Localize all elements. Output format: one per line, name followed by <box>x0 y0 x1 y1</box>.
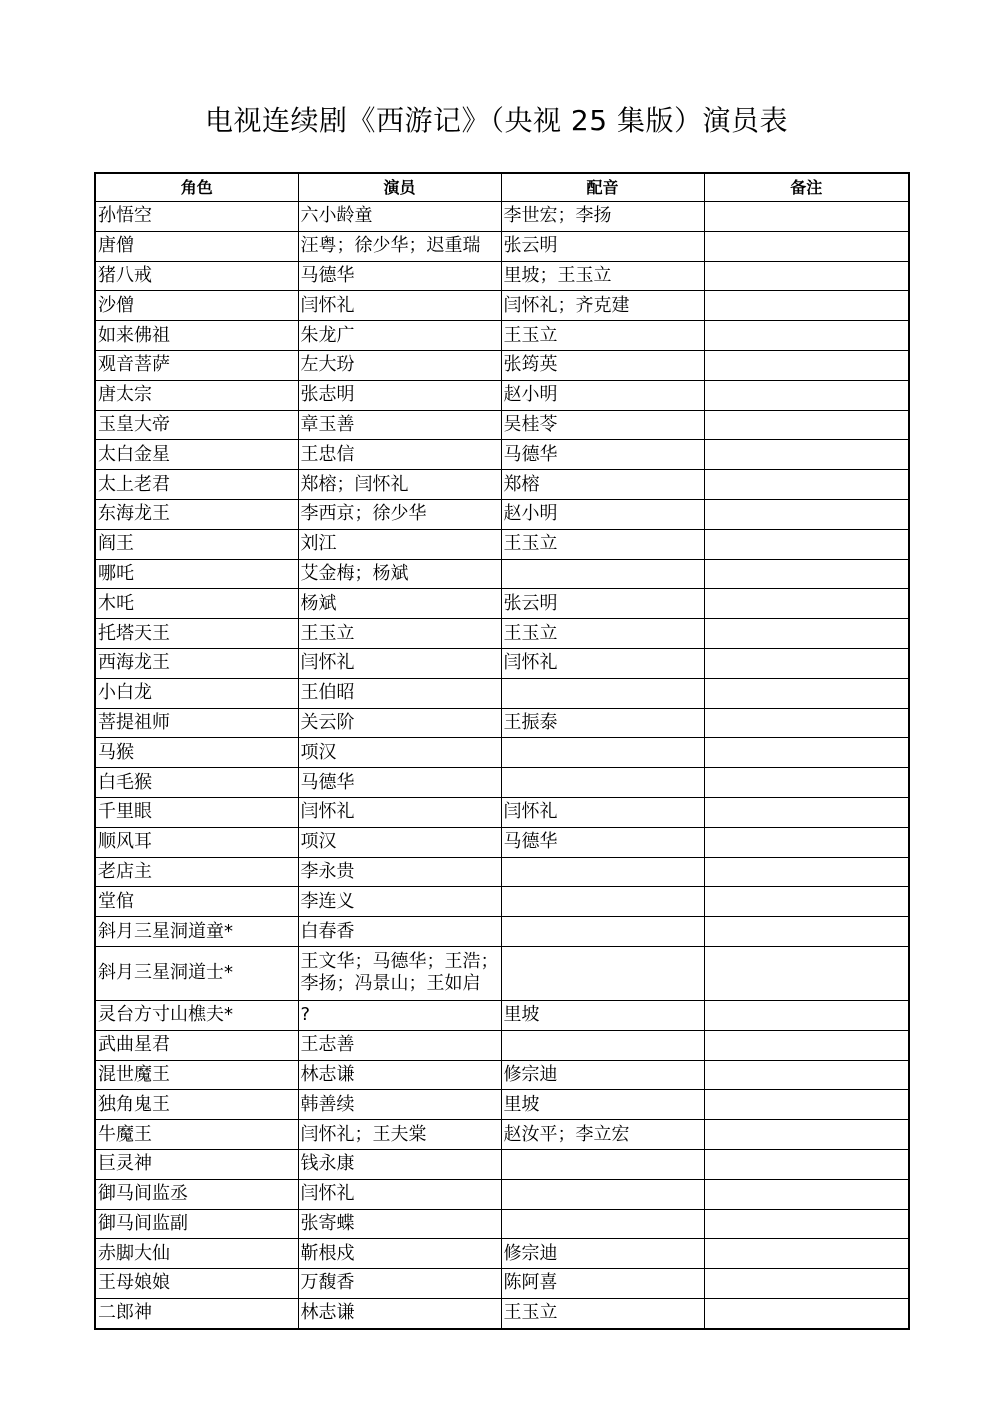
table-row <box>95 648 909 678</box>
actor-line: 钱永康 <box>300 1153 355 1175</box>
cell-note <box>704 1120 909 1150</box>
header-actor: 演员 <box>298 173 501 202</box>
cell-dub: 吴桂苓 <box>501 410 704 440</box>
cell-note <box>704 738 909 768</box>
cell-actor <box>298 1179 501 1209</box>
cell-note <box>704 231 909 261</box>
cell-note <box>704 410 909 440</box>
table-row <box>95 1269 909 1299</box>
cell-note <box>704 768 909 798</box>
cell-dub: 修宗迪 <box>501 1060 704 1090</box>
actor-line: 白春香 <box>300 920 355 942</box>
cell-role: 托塔天王 <box>95 619 298 649</box>
cell-note <box>704 589 909 619</box>
cell-actor <box>298 589 501 619</box>
cell-note <box>704 261 909 291</box>
cell-role: 斜月三星洞道士* <box>95 946 298 1000</box>
cell-note <box>704 917 909 947</box>
cell-dub: 闫怀礼 <box>501 648 704 678</box>
cell-role: 二郎神 <box>95 1298 298 1328</box>
cell-actor <box>298 380 501 410</box>
header-note: 备注 <box>704 173 909 202</box>
cell-note <box>704 499 909 529</box>
table-row <box>95 946 909 1000</box>
cell-actor <box>298 291 501 321</box>
cell-dub <box>501 1179 704 1209</box>
table-row <box>95 1149 909 1179</box>
table-row <box>95 887 909 917</box>
actor-line: 林志谦 <box>300 1063 355 1085</box>
cell-role: 独角鬼王 <box>95 1090 298 1120</box>
cell-role: 玉皇大帝 <box>95 410 298 440</box>
actor-line: 李扬；冯景山；王如启 <box>300 973 481 995</box>
cell-dub: 陈阿喜 <box>501 1269 704 1299</box>
cell-role: 如来佛祖 <box>95 321 298 351</box>
table-row <box>95 261 909 291</box>
cell-role: 唐僧 <box>95 231 298 261</box>
cell-dub: 赵汝平；李立宏 <box>501 1120 704 1150</box>
actor-line: 马德华 <box>300 264 355 286</box>
table-row <box>95 499 909 529</box>
cell-actor <box>298 1120 501 1150</box>
cell-actor <box>298 499 501 529</box>
cell-role: 御马间监副 <box>95 1209 298 1239</box>
cell-dub <box>501 678 704 708</box>
cell-actor <box>298 648 501 678</box>
actor-line: 汪粤；徐少华；迟重瑞 <box>300 235 481 257</box>
table-row <box>95 1030 909 1060</box>
table-row <box>95 768 909 798</box>
cell-dub: 赵小明 <box>501 499 704 529</box>
cell-role: 王母娘娘 <box>95 1269 298 1299</box>
cell-dub <box>501 857 704 887</box>
cell-role: 武曲星君 <box>95 1030 298 1060</box>
table-row <box>95 350 909 380</box>
cell-role: 沙僧 <box>95 291 298 321</box>
cell-role: 太上老君 <box>95 470 298 500</box>
header-role: 角色 <box>95 173 298 202</box>
cell-note <box>704 1239 909 1269</box>
cell-dub <box>501 768 704 798</box>
cell-role: 阎王 <box>95 529 298 559</box>
cell-note <box>704 1298 909 1328</box>
cell-dub: 马德华 <box>501 827 704 857</box>
cell-dub <box>501 1209 704 1239</box>
table-row <box>95 1120 909 1150</box>
cell-role: 千里眼 <box>95 797 298 827</box>
cell-dub: 王玉立 <box>501 321 704 351</box>
cell-dub: 修宗迪 <box>501 1239 704 1269</box>
table-row <box>95 321 909 351</box>
actor-line: 李永贵 <box>300 860 355 882</box>
cell-dub <box>501 946 704 1000</box>
cell-role: 木吒 <box>95 589 298 619</box>
table-row <box>95 1000 909 1030</box>
cast-table <box>94 172 910 1330</box>
table-row <box>95 619 909 649</box>
cell-actor <box>298 559 501 589</box>
cell-dub: 李世宏；李扬 <box>501 202 704 232</box>
cell-role: 御马间监丞 <box>95 1179 298 1209</box>
cell-dub: 闫怀礼 <box>501 797 704 827</box>
table-row <box>95 917 909 947</box>
actor-line: 郑榕；闫怀礼 <box>300 473 409 495</box>
cell-actor <box>298 321 501 351</box>
cell-note <box>704 380 909 410</box>
cell-role: 哪吒 <box>95 559 298 589</box>
cell-note <box>704 1269 909 1299</box>
cell-note <box>704 202 909 232</box>
cell-note <box>704 1030 909 1060</box>
cell-actor <box>298 1030 501 1060</box>
cell-note <box>704 1149 909 1179</box>
actor-line: 万馥香 <box>300 1272 355 1294</box>
table-row <box>95 1298 909 1328</box>
cell-note <box>704 827 909 857</box>
cell-role: 灵台方寸山樵夫* <box>95 1000 298 1030</box>
cell-note <box>704 350 909 380</box>
cell-dub <box>501 1149 704 1179</box>
cell-dub: 王振泰 <box>501 708 704 738</box>
actor-line: 李西京；徐少华 <box>300 503 427 525</box>
actor-line: 刘江 <box>300 533 337 555</box>
cell-note <box>704 1060 909 1090</box>
cell-note <box>704 529 909 559</box>
table-row <box>95 1209 909 1239</box>
cell-actor <box>298 529 501 559</box>
cell-role: 斜月三星洞道童* <box>95 917 298 947</box>
actor-line: 林志谦 <box>300 1302 355 1324</box>
cell-dub: 王玉立 <box>501 529 704 559</box>
table-row <box>95 559 909 589</box>
actor-line: 马德华 <box>300 771 355 793</box>
header-dub: 配音 <box>501 173 704 202</box>
actor-line: 章玉善 <box>300 413 355 435</box>
cell-role: 顺风耳 <box>95 827 298 857</box>
cell-actor <box>298 1239 501 1269</box>
cell-role: 混世魔王 <box>95 1060 298 1090</box>
cell-actor <box>298 678 501 708</box>
table-row <box>95 827 909 857</box>
cell-dub: 郑榕 <box>501 470 704 500</box>
table-row <box>95 410 909 440</box>
cell-actor <box>298 887 501 917</box>
cell-note <box>704 1090 909 1120</box>
actor-line: 项汉 <box>300 831 337 853</box>
cell-note <box>704 708 909 738</box>
table-row <box>95 1090 909 1120</box>
cell-actor <box>298 768 501 798</box>
cell-actor <box>298 619 501 649</box>
actor-line: 闫怀礼；王夫棠 <box>300 1123 427 1145</box>
actor-line: 闫怀礼 <box>300 294 355 316</box>
cell-actor <box>298 946 501 1000</box>
cell-note <box>704 1000 909 1030</box>
cell-actor <box>298 202 501 232</box>
cell-role: 东海龙王 <box>95 499 298 529</box>
table-row <box>95 1239 909 1269</box>
cell-actor <box>298 827 501 857</box>
cell-actor <box>298 440 501 470</box>
cell-role: 孙悟空 <box>95 202 298 232</box>
cell-dub: 王玉立 <box>501 619 704 649</box>
cell-actor <box>298 857 501 887</box>
cell-role: 老店主 <box>95 857 298 887</box>
cell-dub: 王玉立 <box>501 1298 704 1328</box>
table-row <box>95 291 909 321</box>
cell-dub <box>501 887 704 917</box>
table-row <box>95 1060 909 1090</box>
cell-role: 太白金星 <box>95 440 298 470</box>
cell-dub: 里坡 <box>501 1000 704 1030</box>
cell-dub <box>501 559 704 589</box>
cell-role: 菩提祖师 <box>95 708 298 738</box>
cell-note <box>704 291 909 321</box>
actor-line: 王玉立 <box>300 622 355 644</box>
actor-line: 关云阶 <box>300 711 355 733</box>
cell-actor <box>298 261 501 291</box>
cell-actor <box>298 350 501 380</box>
cell-note <box>704 619 909 649</box>
table-row <box>95 678 909 708</box>
cell-actor <box>298 917 501 947</box>
actor-line: 王文华；马德华；王浩； <box>300 951 499 973</box>
table-row <box>95 231 909 261</box>
table-row <box>95 738 909 768</box>
cell-role: 牛魔王 <box>95 1120 298 1150</box>
cell-role: 马猴 <box>95 738 298 768</box>
cell-dub: 张筠英 <box>501 350 704 380</box>
actor-line: 朱龙广 <box>300 324 355 346</box>
cell-role: 唐太宗 <box>95 380 298 410</box>
cell-actor <box>298 1149 501 1179</box>
table-row <box>95 797 909 827</box>
cell-note <box>704 1179 909 1209</box>
header-row <box>95 173 909 202</box>
cell-role: 堂倌 <box>95 887 298 917</box>
cell-role: 小白龙 <box>95 678 298 708</box>
actor-line: 张寄蝶 <box>300 1212 355 1234</box>
cell-dub: 里坡；王玉立 <box>501 261 704 291</box>
cell-dub: 张云明 <box>501 231 704 261</box>
table-row <box>95 708 909 738</box>
cell-actor <box>298 231 501 261</box>
actor-line: 左大玢 <box>300 354 355 376</box>
cell-note <box>704 440 909 470</box>
actor-line: 王伯昭 <box>300 682 355 704</box>
page-title: 电视连续剧《西游记》（央视 25 集版）演员表 <box>205 104 788 137</box>
cell-actor <box>298 1298 501 1328</box>
cell-note <box>704 797 909 827</box>
cell-actor <box>298 797 501 827</box>
cell-dub: 张云明 <box>501 589 704 619</box>
actor-line: 张志明 <box>300 384 355 406</box>
cell-actor <box>298 410 501 440</box>
actor-line: 王志善 <box>300 1034 355 1056</box>
cell-dub: 闫怀礼；齐克建 <box>501 291 704 321</box>
cell-note <box>704 648 909 678</box>
actor-line: 项汉 <box>300 741 337 763</box>
table-body <box>95 202 909 1329</box>
table-row <box>95 857 909 887</box>
table-row <box>95 589 909 619</box>
cell-actor <box>298 1000 501 1030</box>
cell-note <box>704 321 909 351</box>
cell-note <box>704 559 909 589</box>
cell-note <box>704 470 909 500</box>
actor-line: 艾金梅；杨斌 <box>300 562 409 584</box>
cell-actor <box>298 1060 501 1090</box>
cell-actor <box>298 1209 501 1239</box>
actor-line: 靳根戍 <box>300 1242 355 1264</box>
cell-role: 猪八戒 <box>95 261 298 291</box>
cell-note <box>704 1209 909 1239</box>
cell-role: 西海龙王 <box>95 648 298 678</box>
cell-note <box>704 857 909 887</box>
cell-dub: 马德华 <box>501 440 704 470</box>
cell-dub <box>501 738 704 768</box>
actor-line: ? <box>300 1004 311 1026</box>
actor-line: 杨斌 <box>300 592 337 614</box>
actor-line: 六小龄童 <box>300 205 373 227</box>
cell-role: 赤脚大仙 <box>95 1239 298 1269</box>
cell-note <box>704 887 909 917</box>
cell-role: 白毛猴 <box>95 768 298 798</box>
actor-line: 韩善续 <box>300 1093 355 1115</box>
cell-role: 巨灵神 <box>95 1149 298 1179</box>
table-row <box>95 529 909 559</box>
actor-line: 王忠信 <box>300 443 355 465</box>
actor-line: 闫怀礼 <box>300 652 355 674</box>
cell-actor <box>298 738 501 768</box>
cell-actor <box>298 1269 501 1299</box>
table-row <box>95 380 909 410</box>
cell-dub <box>501 1030 704 1060</box>
cell-actor <box>298 470 501 500</box>
actor-line: 闫怀礼 <box>300 801 355 823</box>
cell-dub: 里坡 <box>501 1090 704 1120</box>
cell-note <box>704 678 909 708</box>
cell-actor <box>298 708 501 738</box>
table-row <box>95 202 909 232</box>
table-row <box>95 470 909 500</box>
cell-note <box>704 946 909 1000</box>
cell-role: 观音菩萨 <box>95 350 298 380</box>
table-row <box>95 440 909 470</box>
actor-line: 李连义 <box>300 890 355 912</box>
table-row <box>95 1179 909 1209</box>
cell-actor <box>298 1090 501 1120</box>
cell-dub: 赵小明 <box>501 380 704 410</box>
actor-line: 闫怀礼 <box>300 1183 355 1205</box>
cell-dub <box>501 917 704 947</box>
